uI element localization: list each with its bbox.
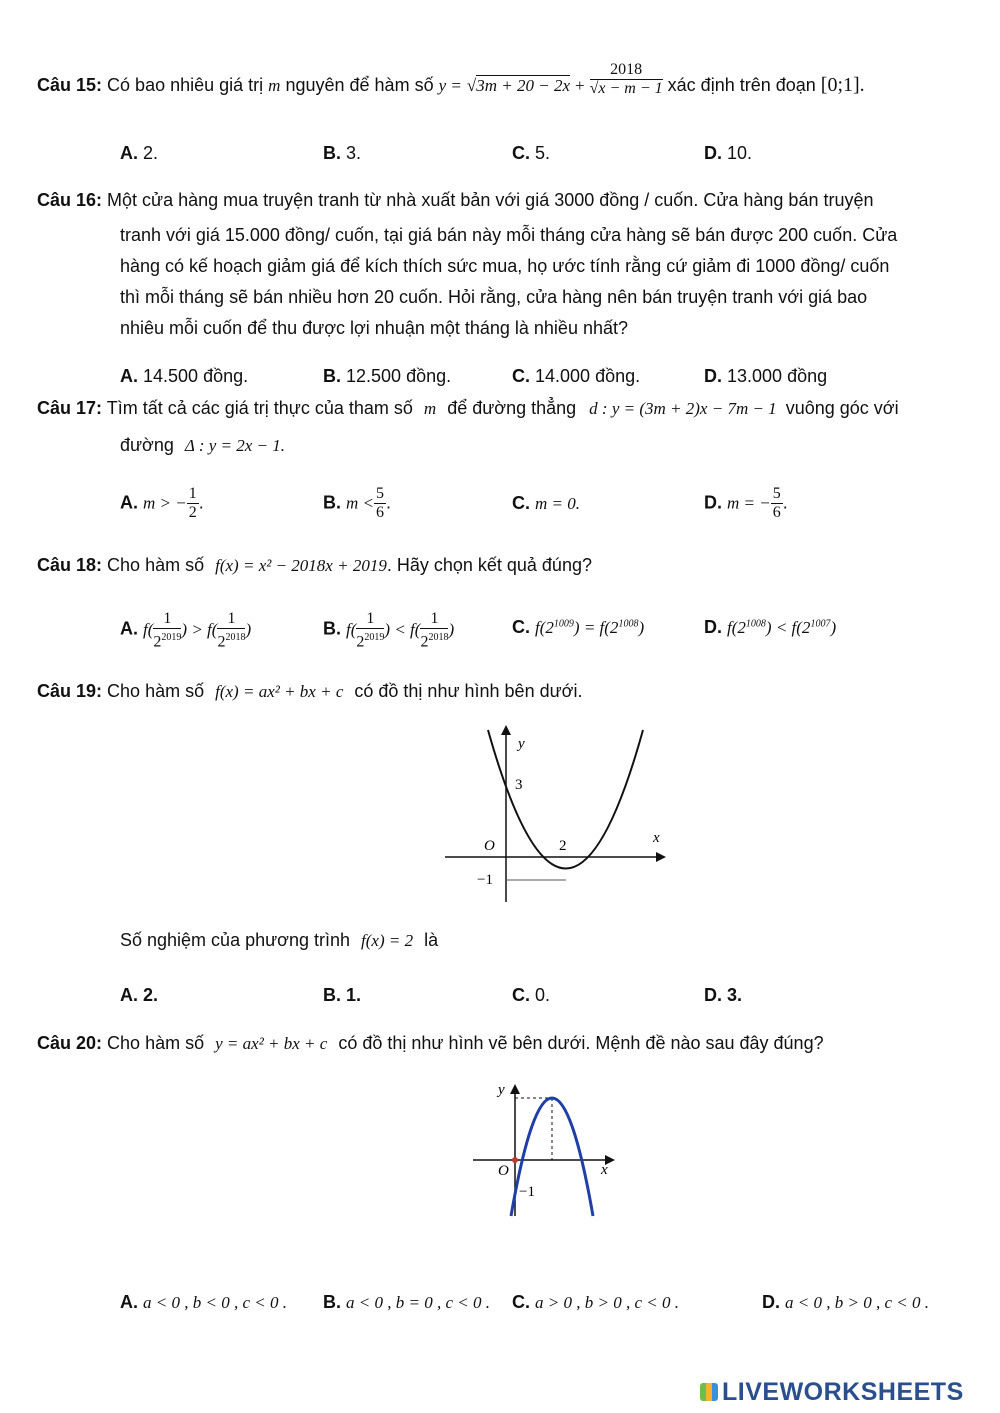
option-letter: D.: [704, 985, 722, 1005]
q20-label: Câu 20:: [37, 1033, 103, 1053]
q18-func: f(x) = x² − 2018x + 2019: [215, 556, 387, 575]
option-fraction: [771, 485, 783, 522]
q19-text-a: Cho hàm số: [107, 681, 205, 701]
option-text: a > 0 , b > 0 , c < 0 .: [535, 1293, 679, 1312]
option-text: 0.: [535, 985, 551, 1005]
q19-label: Câu 19:: [37, 681, 103, 701]
frac-num: 5: [376, 485, 385, 502]
q19-graph: [440, 722, 675, 907]
q15-text-b: nguyên để hàm số: [285, 75, 434, 95]
option-text: 3.: [727, 985, 743, 1005]
q15-text-c: xác định trên đoạn: [667, 75, 816, 95]
q19-option-a[interactable]: [120, 985, 158, 1006]
option-post: .: [782, 492, 788, 513]
q19-sub-text: Số nghiệm của phương trình: [120, 930, 350, 950]
option-text: 13.000 đồng: [727, 366, 828, 386]
option-math: f( $\frac{1}{2^{2019}}$ ) > f( $\frac{1}{2^{2018}}$ ): [143, 610, 252, 651]
q17-label: Câu 17:: [37, 398, 103, 418]
q16-line1: [37, 190, 967, 211]
q20-option-d[interactable]: [762, 1292, 929, 1313]
q20-option-a[interactable]: [120, 1292, 287, 1313]
option-text: m = 0.: [535, 494, 581, 513]
y-tick-label: 3: [515, 777, 523, 793]
q19-option-b[interactable]: [323, 985, 361, 1006]
option-math: $f(2^{1008}) < f(2^{1007})$: [727, 618, 837, 637]
option-text: a < 0 , b = 0 , c < 0 .: [346, 1293, 490, 1312]
option-letter: A.: [120, 366, 138, 386]
option-letter: B.: [323, 143, 341, 163]
option-post: .: [386, 492, 392, 513]
q15-sqrt: √3m + 20 − 2x: [466, 76, 570, 95]
q19-stem: [37, 681, 582, 702]
q17-var-m: m: [423, 399, 437, 418]
option-letter: C.: [512, 1292, 530, 1312]
q20-text-a: Cho hàm số: [107, 1033, 205, 1053]
q17-line-delta: Δ : y = 2x − 1.: [184, 436, 286, 455]
frac-den: 2: [188, 504, 197, 521]
option-text: 2.: [143, 985, 159, 1005]
q16-option-a[interactable]: [120, 366, 248, 387]
q16-text-line1: Một cửa hàng mua truyện tranh từ nhà xuất bản với giá 3000 đồng / cuốn. Cửa hàng bán truyện: [107, 190, 874, 210]
option-text: 5.: [535, 143, 551, 163]
option-text: m > −: [143, 493, 187, 513]
q15-text-a: Có bao nhiêu giá trị: [107, 75, 264, 95]
q20-option-b[interactable]: [323, 1292, 490, 1313]
q17-option-a[interactable]: [120, 485, 204, 522]
option-letter: A.: [120, 618, 138, 639]
q18-text-b: . Hãy chọn kết quả đúng?: [386, 555, 592, 575]
option-text: 12.500 đồng.: [346, 366, 452, 386]
q16-option-d[interactable]: [704, 366, 827, 387]
option-letter: D.: [704, 143, 722, 163]
option-letter: C.: [512, 143, 530, 163]
option-letter: C.: [512, 493, 530, 513]
liveworksheets-logo-text: LIVEWORKSHEETS: [722, 1378, 964, 1406]
min-label: −1: [477, 872, 493, 888]
q15-interval: [0;1].: [820, 74, 865, 96]
q18-option-d[interactable]: [704, 617, 836, 638]
q16-text-line3: hàng có kế hoạch giảm giá để kích thích sức mua, họ ước tính rằng cứ giảm đi 1000 đồng/ cuốn: [120, 256, 890, 276]
frac-num: 5: [772, 485, 781, 502]
q15-func-lhs: y =: [438, 76, 462, 95]
option-text: 14.000 đồng.: [535, 366, 641, 386]
q18-option-a[interactable]: [120, 610, 251, 651]
q19-subquestion: [120, 930, 438, 951]
q17-text-c: vuông góc với: [785, 398, 899, 418]
q18-option-b[interactable]: [323, 610, 454, 651]
option-text: a < 0 , b < 0 , c < 0 .: [143, 1293, 287, 1312]
option-text: 14.500 đồng.: [143, 366, 249, 386]
option-letter: A.: [120, 492, 138, 513]
q16-body: [120, 220, 966, 344]
q15-label: Câu 15:: [37, 75, 103, 95]
option-letter: C.: [512, 617, 530, 637]
option-text: 10.: [727, 143, 753, 163]
q19-sub-end: là: [424, 930, 439, 950]
q15-frac-den-radicand: x − m − 1: [598, 79, 663, 97]
q17-text-b: để đường thẳng: [447, 398, 577, 418]
option-letter: B.: [323, 618, 341, 639]
q16-option-b[interactable]: [323, 366, 451, 387]
option-letter: B.: [323, 1292, 341, 1312]
q16-text-line5: nhiêu mỗi cuốn để thu được lợi nhuận một tháng là nhiều nhất?: [120, 318, 628, 338]
option-letter: D.: [704, 366, 722, 386]
q19-text-b: có đồ thị như hình bên dưới.: [354, 681, 583, 701]
q15-option-d[interactable]: [704, 143, 752, 164]
q17-text-a: Tìm tất cả các giá trị thực của tham số: [106, 398, 413, 418]
q15-stem: [37, 60, 865, 98]
q17-stem-line2: [120, 435, 285, 456]
option-letter: A.: [120, 1292, 138, 1312]
option-text: a < 0 , b > 0 , c < 0 .: [785, 1293, 929, 1312]
option-letter: B.: [323, 366, 341, 386]
y-axis-label: y: [518, 736, 525, 752]
q20-func: y = ax² + bx + c: [215, 1034, 328, 1053]
option-fraction: [374, 485, 386, 522]
option-letter: C.: [512, 366, 530, 386]
option-letter: B.: [323, 985, 341, 1005]
option-text: 3.: [346, 143, 362, 163]
option-letter: A.: [120, 985, 138, 1005]
q18-text-a: Cho hàm số: [107, 555, 205, 575]
x-axis-label: x: [653, 830, 660, 846]
y-axis-label: y: [498, 1082, 505, 1098]
option-text: m = −: [727, 493, 771, 513]
min-label: −1: [519, 1184, 535, 1200]
q18-stem: [37, 555, 592, 576]
liveworksheets-logo-icon: [700, 1383, 718, 1401]
origin-label: O: [498, 1163, 509, 1179]
liveworksheets-logo: [700, 1378, 964, 1407]
q16-text-line4: thì mỗi tháng sẽ bán nhiều hơn 20 cuốn. Hỏi rằng, cửa hàng nên bán truyện tranh với giá bao: [120, 287, 868, 307]
q20-graph: [470, 1078, 620, 1223]
frac-den: 6: [376, 504, 385, 521]
q19-equation: f(x) = 2: [361, 931, 414, 950]
q20-option-c[interactable]: [512, 1292, 679, 1313]
q15-frac-num: 2018: [590, 61, 663, 80]
option-letter: B.: [323, 492, 341, 513]
option-text: 2.: [143, 143, 159, 163]
q17-stem: [37, 398, 899, 419]
q15-var-m: m: [268, 76, 281, 95]
q17-line-d: d : y = (3m + 2)x − 7m − 1: [589, 399, 777, 418]
q17-option-d[interactable]: [704, 485, 788, 522]
q16-label: Câu 16:: [37, 190, 103, 210]
y-intercept-point: [512, 1157, 518, 1163]
option-letter: D.: [762, 1292, 780, 1312]
option-letter: D.: [704, 492, 722, 513]
q19-func: f(x) = ax² + bx + c: [215, 682, 344, 701]
q15-sqrt-radicand: 3m + 20 − 2x: [476, 76, 570, 95]
origin-label: O: [484, 838, 495, 854]
option-math: $f(2^{1009}) = f(2^{1008})$: [535, 618, 645, 637]
q18-option-c[interactable]: [512, 617, 644, 638]
x-axis-label: x: [601, 1162, 608, 1178]
q18-label: Câu 18:: [37, 555, 103, 575]
q15-option-c[interactable]: [512, 143, 550, 164]
option-letter: A.: [120, 143, 138, 163]
y-axis-arrow: [510, 1084, 520, 1094]
q16-text-line2: tranh với giá 15.000 đồng/ cuốn, tại giá bán này mỗi tháng cửa hàng sẽ bán được 200 cuốn. Cửa: [120, 225, 898, 245]
q15-option-b[interactable]: [323, 143, 361, 164]
q19-option-d[interactable]: [704, 985, 742, 1006]
option-post: .: [198, 492, 204, 513]
q17-option-c[interactable]: [512, 493, 580, 514]
option-text: 1.: [346, 985, 362, 1005]
frac-num: 1: [188, 485, 197, 502]
option-letter: D.: [704, 617, 722, 637]
option-letter: C.: [512, 985, 530, 1005]
q17-text-d: đường: [120, 435, 174, 455]
x-axis-arrow: [656, 852, 666, 862]
option-text: m <: [346, 493, 375, 513]
option-fraction: [187, 485, 199, 522]
q17-option-b[interactable]: [323, 485, 391, 522]
q16-option-c[interactable]: [512, 366, 640, 387]
option-math: f( $\frac{1}{2^{2019}}$ ) < f( $\frac{1}{2^{2018}}$ ): [346, 610, 455, 651]
x-tick-label: 2: [559, 838, 567, 854]
q20-text-b: có đồ thị như hình vẽ bên dưới. Mệnh đề nào sau đây đúng?: [338, 1033, 824, 1053]
frac-den: 6: [772, 504, 781, 521]
q15-fraction: [590, 61, 663, 98]
y-axis-arrow: [501, 725, 511, 735]
q15-frac-den: √x − m − 1: [589, 79, 663, 97]
q15-plus: +: [575, 76, 585, 95]
q15-option-a[interactable]: [120, 143, 158, 164]
q19-option-c[interactable]: [512, 985, 550, 1006]
q20-stem: [37, 1033, 824, 1054]
